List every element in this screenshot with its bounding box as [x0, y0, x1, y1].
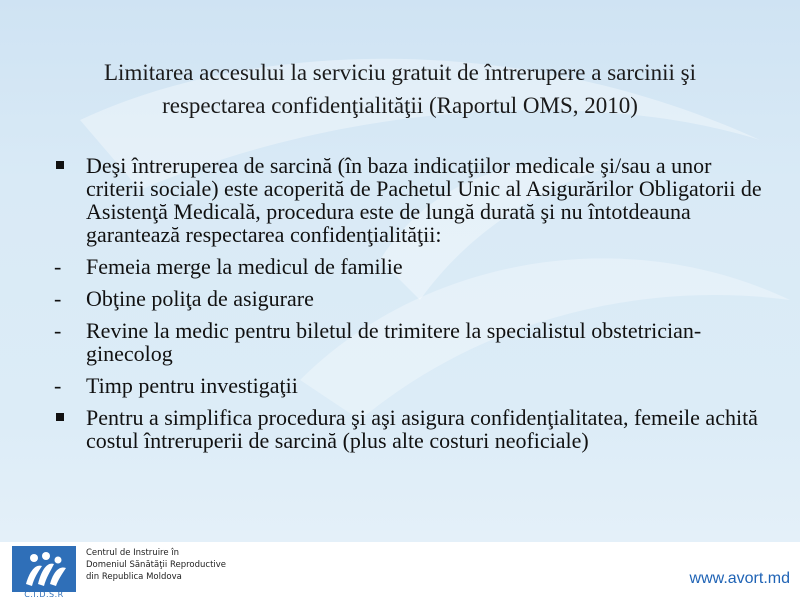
list-item	[52, 319, 772, 365]
dash-marker-icon: -	[54, 286, 62, 311]
figures-logo-icon	[12, 546, 76, 592]
list-item-text: Femeia merge la medicul de familie	[86, 254, 403, 279]
list-item	[52, 374, 772, 397]
list-item	[52, 154, 772, 246]
list-item	[52, 287, 772, 310]
title-line-2: respectarea confidenţialităţii (Raportul OMS, 2010)	[162, 93, 638, 118]
slide-title	[40, 56, 760, 122]
list-item-text: Obţine poliţa de asigurare	[86, 286, 314, 311]
list-item-text: Deşi întreruperea de sarcină (în baza indicaţiilor medicale şi/sau a unor criterii sociale) este acoperită de Pachetul Unic al Asigurărilor Obligatorii de Asistenţă Medicală, procedura este de lungă durată şi nu întotdeauna garantează respectarea confidenţialităţii:	[86, 153, 762, 247]
list-item-text: Pentru a simplifica procedura şi aşi asigura confidenţialitatea, femeile achită costul întreruperii de sarcină (plus alte costuri neoficiale)	[86, 405, 758, 453]
list-item	[52, 406, 772, 452]
footer-bar	[0, 542, 800, 600]
dash-marker-icon: -	[54, 254, 62, 279]
list-item-text: Timp pentru investigaţii	[86, 373, 298, 398]
website-link[interactable]: www.avort.md	[689, 570, 790, 587]
org-line-3: din Republica Moldova	[86, 572, 182, 582]
organization-name	[86, 547, 226, 583]
bullet-list	[52, 154, 772, 461]
cidsr-logo	[12, 546, 76, 592]
logo-caption: C.I.D.S.R	[24, 590, 64, 599]
dash-marker-icon: -	[54, 318, 62, 343]
org-line-1: Centrul de Instruire în	[86, 548, 180, 558]
dash-marker-icon: -	[54, 373, 62, 398]
org-line-2: Domeniul Sănătăţii Reproductive	[86, 560, 227, 570]
list-item-text: Revine la medic pentru biletul de trimitere la specialistul obstetrician-ginecolog	[86, 318, 702, 366]
list-item	[52, 255, 772, 278]
title-line-1: Limitarea accesului la serviciu gratuit de întrerupere a sarcinii şi	[104, 60, 696, 85]
